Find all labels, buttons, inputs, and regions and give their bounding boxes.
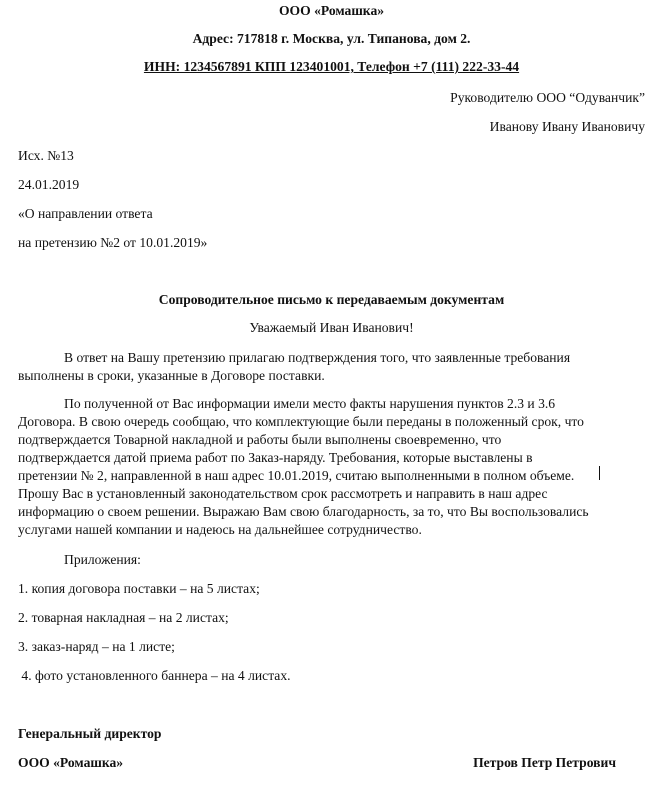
attachment-item-3: 3. заказ-наряд – на 1 листе;	[18, 639, 175, 654]
recipient-position: Руководителю ООО “Одуванчик”	[450, 90, 645, 105]
paragraph-line: Прошу Вас в установленный законодательством срок рассмотреть и направить в наш адрес	[18, 486, 548, 501]
signature-position: Генеральный директор	[18, 726, 162, 741]
subject-line-1: «О направлении ответа	[18, 206, 153, 221]
paragraph-line: По полученной от Вас информации имели место факты нарушения пунктов 2.3 и 3.6	[64, 396, 556, 411]
paragraph-line: информацию о своем решении. Выражаю Вам свою благодарность, за то, что Вы воспользовались	[18, 504, 589, 519]
text-cursor	[599, 466, 600, 480]
greeting: Уважаемый Иван Иванович!	[249, 320, 414, 335]
attachment-item-4: 4. фото установленного баннера – на 4 листах.	[18, 668, 291, 683]
paragraph-line: Договора. В свою очередь сообщаю, что комплектующие были переданы в положенный срок, что	[18, 414, 584, 429]
paragraph-2	[18, 395, 644, 539]
paragraph-line: В ответ на Вашу претензию прилагаю подтверждения того, что заявленные требования	[64, 350, 571, 365]
letter-title: Сопроводительное письмо к передаваемым документам	[158, 292, 505, 307]
letter-date: 24.01.2019	[18, 177, 80, 192]
company-address: Адрес: 717818 г. Москва, ул. Типанова, дом 2.	[192, 31, 471, 46]
company-name: ООО «Ромашка»	[278, 3, 385, 18]
paragraph-line: претензии № 2, направленной в наш адрес 10.01.2019, считаю выполненными в полном объеме.	[18, 468, 575, 483]
outgoing-number: Исх. №13	[18, 148, 74, 163]
attachments-label: Приложения:	[64, 552, 141, 567]
paragraph-line: подтверждается Товарной накладной и работы были выполнены своевременно, что	[18, 432, 502, 447]
recipient-name: Иванову Ивану Ивановичу	[489, 119, 645, 134]
subject-line-2: на претензию №2 от 10.01.2019»	[18, 235, 208, 250]
company-ids-phone: ИНН: 1234567891 КПП 123401001, Телефон +7 (111) 222-33-44	[143, 59, 520, 74]
signature-name: Петров Петр Петрович	[473, 755, 616, 770]
attachment-item-2: 2. товарная накладная – на 2 листах;	[18, 610, 229, 625]
attachment-item-1: 1. копия договора поставки – на 5 листах;	[18, 581, 260, 596]
paragraph-line: услугами нашей компании и надеюсь на дальнейшее сотрудничество.	[18, 522, 422, 537]
paragraph-line: подтверждается датой приема работ по Заказ-наряду. Требования, которые выставлены в	[18, 450, 533, 465]
paragraph-1	[18, 349, 644, 385]
signature-company: ООО «Ромашка»	[18, 755, 124, 770]
paragraph-line: выполнены в сроки, указанные в Договоре поставки.	[18, 368, 325, 383]
